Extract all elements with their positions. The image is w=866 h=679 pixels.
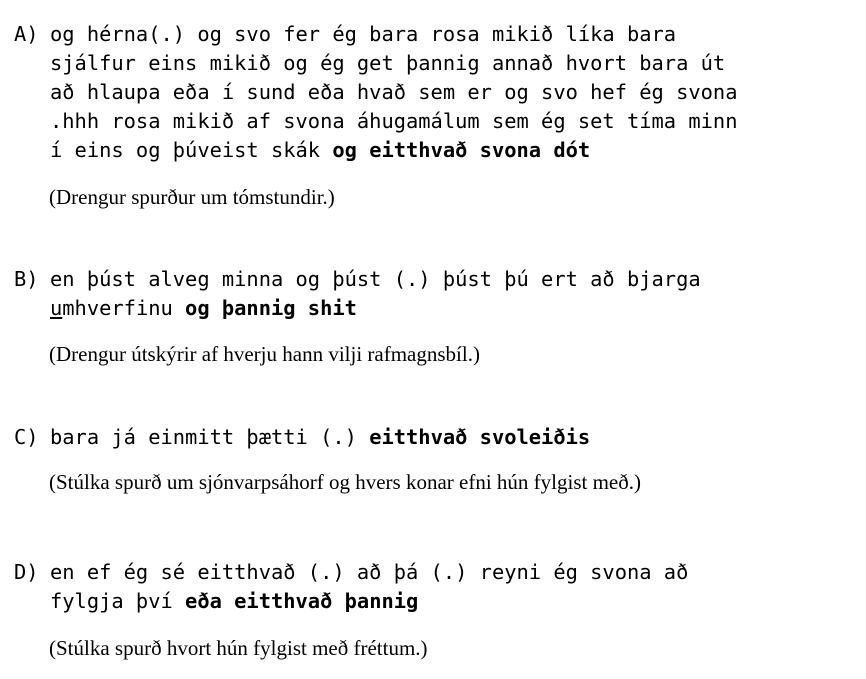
transcript-lines <box>50 558 688 616</box>
transcript-text: bara já einmitt þætti (.) <box>50 425 370 449</box>
example-caption: (Drengur útskýrir af hverju hann vilji rafmagnsbíl.) <box>49 342 480 366</box>
example-marker: C) <box>14 425 39 449</box>
transcript-line: að hlaupa eða í sund eða hvað sem er og svo hef ég svona <box>50 80 738 104</box>
example-marker: B) <box>14 267 39 291</box>
transcript-line: .hhh rosa mikið af svona áhugamálum sem ég set tíma minn <box>50 109 738 133</box>
example-caption: (Stúlka spurð hvort hún fylgist með fréttum.) <box>49 636 428 660</box>
transcript-d <box>14 558 866 616</box>
example-c <box>14 423 866 495</box>
transcript-line <box>50 294 701 323</box>
example-b <box>14 265 866 367</box>
example-a <box>14 20 866 210</box>
highlighted-phrase: og þannig shit <box>185 296 357 320</box>
transcript-line: sjálfur eins mikið og ég get þannig annað hvort bara út <box>50 51 726 75</box>
transcript-lines <box>50 20 737 165</box>
underlined-letter: u <box>50 296 63 320</box>
example-marker: A) <box>14 22 39 46</box>
transcript-line <box>50 423 590 452</box>
example-caption: (Drengur spurður um tómstundir.) <box>49 185 335 209</box>
transcript-text: í eins og þúveist skák <box>50 138 333 162</box>
transcript-text: fylgja því <box>50 589 186 613</box>
example-d <box>14 558 866 661</box>
highlighted-phrase: eitthvað svoleiðis <box>369 425 591 449</box>
transcript-c <box>14 423 866 452</box>
transcript-line: en þúst alveg minna og þúst (.) þúst þú ert að bjarga <box>50 267 701 291</box>
transcript-line <box>50 587 688 616</box>
transcript-line: en ef ég sé eitthvað (.) að þá (.) reyni ég svona að <box>50 560 689 584</box>
example-marker: D) <box>14 560 39 584</box>
highlighted-phrase: og eitthvað svona dót <box>332 138 591 162</box>
highlighted-phrase: eða eitthvað þannig <box>185 589 419 613</box>
transcript-a <box>14 20 866 165</box>
transcript-lines <box>50 265 701 323</box>
transcript-text: mhverfinu <box>62 296 186 320</box>
transcript-line <box>50 136 737 165</box>
transcript-b <box>14 265 866 323</box>
transcript-line: og hérna(.) og svo fer ég bara rosa mikið líka bara <box>50 22 677 46</box>
transcript-lines <box>50 423 590 452</box>
example-caption: (Stúlka spurð um sjónvarpsáhorf og hvers konar efni hún fylgist með.) <box>49 470 641 494</box>
